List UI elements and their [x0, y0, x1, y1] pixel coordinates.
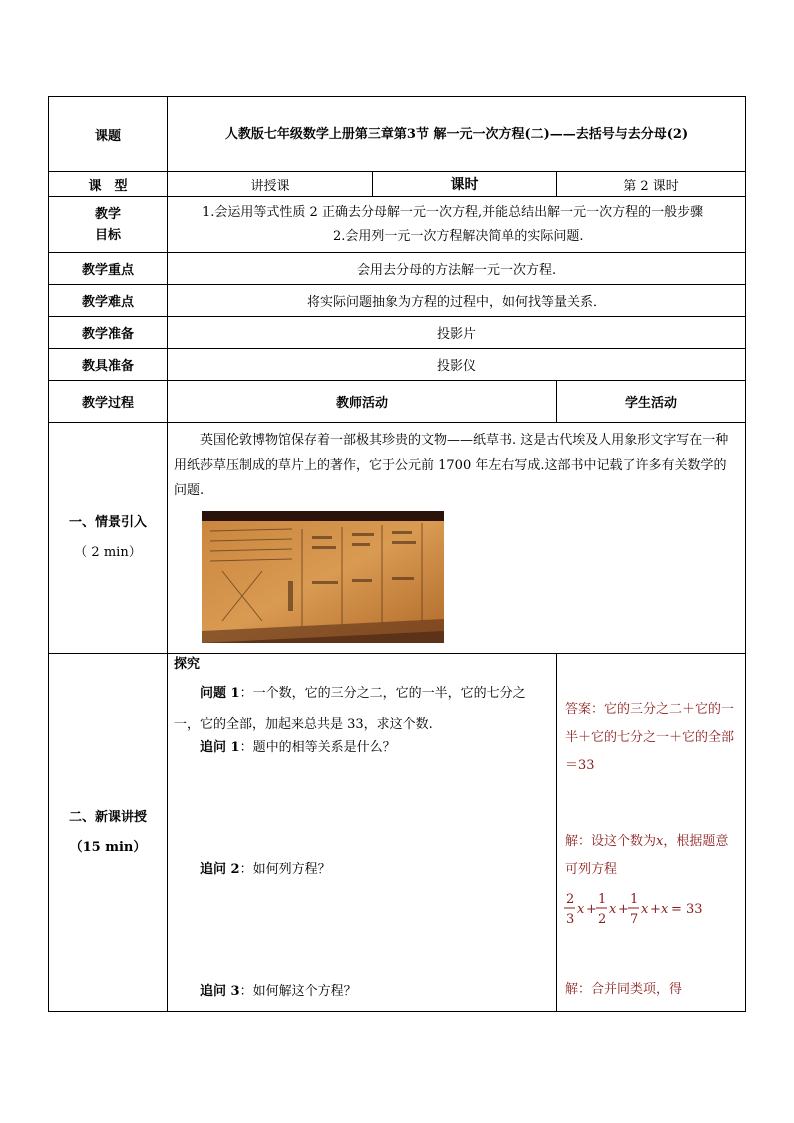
followup-1 — [200, 736, 396, 760]
tools-value: 投影仪 — [168, 349, 746, 381]
new-lesson-stage-title: 二、新课讲授 — [68, 809, 147, 825]
teacher-activity-content — [168, 654, 557, 1012]
solution-line-1b: ，根据题意 — [663, 834, 729, 849]
explore-heading: 探究 — [174, 657, 201, 672]
lesson-title: 人教版七年级数学上册第三章第3节 解一元一次方程(二)——去括号与去分母(2) — [168, 97, 746, 172]
svg-text:+: + — [650, 902, 661, 917]
intro-stage — [49, 423, 168, 654]
goals-content — [168, 197, 746, 253]
goal-item-1: 1.会运用等式性质 2 正确去分母解一元一次方程,并能总结出解一元一次方程的一般步骤 — [202, 204, 704, 220]
svg-text:x: x — [661, 902, 669, 917]
course-type-value: 讲授课 — [168, 172, 373, 197]
lesson-plan-table — [48, 96, 746, 1012]
equation-rhs: = 33 — [671, 902, 703, 917]
solution-line-1: 解：设这个数为 — [565, 834, 657, 849]
solution-step-2: 解：合并同类项，得 — [565, 982, 683, 997]
student-activity-header: 学生活动 — [557, 381, 746, 423]
prep-label: 教学准备 — [49, 317, 168, 349]
svg-text:x: x — [609, 902, 617, 917]
followup-1-label: 追问 1 — [200, 740, 240, 755]
title-label: 课题 — [49, 97, 168, 172]
solution-setup — [565, 828, 728, 884]
followup-2-label: 追问 2 — [200, 862, 240, 877]
prep-value: 投影片 — [168, 317, 746, 349]
svg-text:1: 1 — [630, 892, 639, 907]
difficulty-value: 将实际问题抽象为方程的过程中，如何找等量关系． — [168, 285, 746, 317]
new-lesson-stage — [49, 654, 168, 1012]
svg-text:3: 3 — [566, 912, 575, 927]
followup-3-label: 追问 3 — [200, 984, 240, 999]
svg-text:1: 1 — [598, 892, 607, 907]
difficulty-label: 教学难点 — [49, 285, 168, 317]
followup-1-text: ：题中的相等关系是什么？ — [239, 740, 396, 755]
svg-text:+: + — [618, 902, 629, 917]
key-point-value: 会用去分母的方法解一元一次方程. — [168, 253, 746, 285]
intro-text: 英国伦敦博物馆保存着一部极其珍贵的文物——纸草书. 这是古代埃及人用象形文字写在一种用纸莎草压制成的草片上的著作，它于公元前 1700 年左右写成.这部书中记载了许多有关数学的问题. — [174, 433, 729, 498]
key-point-label: 教学重点 — [49, 253, 168, 285]
problem-1-text: ：一个数，它的三分之二，它的一半，它的七分之一，它的全部，加起来总共是 33，求这个数. — [174, 686, 526, 732]
intro-stage-time: （ 2 min） — [74, 545, 142, 560]
followup-2-text: ：如何列方程？ — [239, 862, 331, 877]
intro-stage-title: 一、情景引入 — [68, 515, 147, 530]
solution-variable: x — [656, 834, 664, 849]
period-value: 第 2 课时 — [557, 172, 746, 197]
teacher-activity-header: 教师活动 — [168, 381, 557, 423]
svg-text:x: x — [577, 902, 585, 917]
followup-2 — [200, 858, 331, 882]
solution-line-2: 可列方程 — [565, 862, 618, 877]
new-lesson-stage-time: （15 min） — [69, 839, 147, 855]
followup-3-text: ：如何解这个方程？ — [239, 984, 357, 999]
papyrus-photo — [202, 511, 444, 643]
problem-1 — [174, 678, 550, 740]
period-label: 课时 — [373, 172, 557, 197]
tools-label: 教具准备 — [49, 349, 168, 381]
student-activity-content — [557, 654, 746, 1012]
svg-text:2: 2 — [566, 892, 575, 907]
problem-1-label: 问题 1 — [200, 686, 240, 701]
goals-label-line2: 目标 — [94, 227, 121, 243]
svg-text:7: 7 — [630, 912, 639, 927]
followup-3 — [200, 980, 357, 1004]
answer-text: 答案：它的三分之二＋它的一半＋它的七分之一＋它的全部＝33 — [565, 702, 735, 773]
svg-text:2: 2 — [598, 912, 607, 927]
intro-content — [168, 423, 746, 654]
svg-text:+: + — [586, 902, 597, 917]
svg-text:x: x — [641, 902, 649, 917]
equation-formula — [563, 887, 743, 931]
goals-label — [49, 197, 168, 253]
course-type-label: 课 型 — [49, 172, 168, 197]
goals-label-line1: 教学 — [94, 206, 121, 222]
process-label: 教学过程 — [49, 381, 168, 423]
goal-item-2: 2.会用列一元一次方程解决简单的实际问题. — [333, 228, 584, 244]
